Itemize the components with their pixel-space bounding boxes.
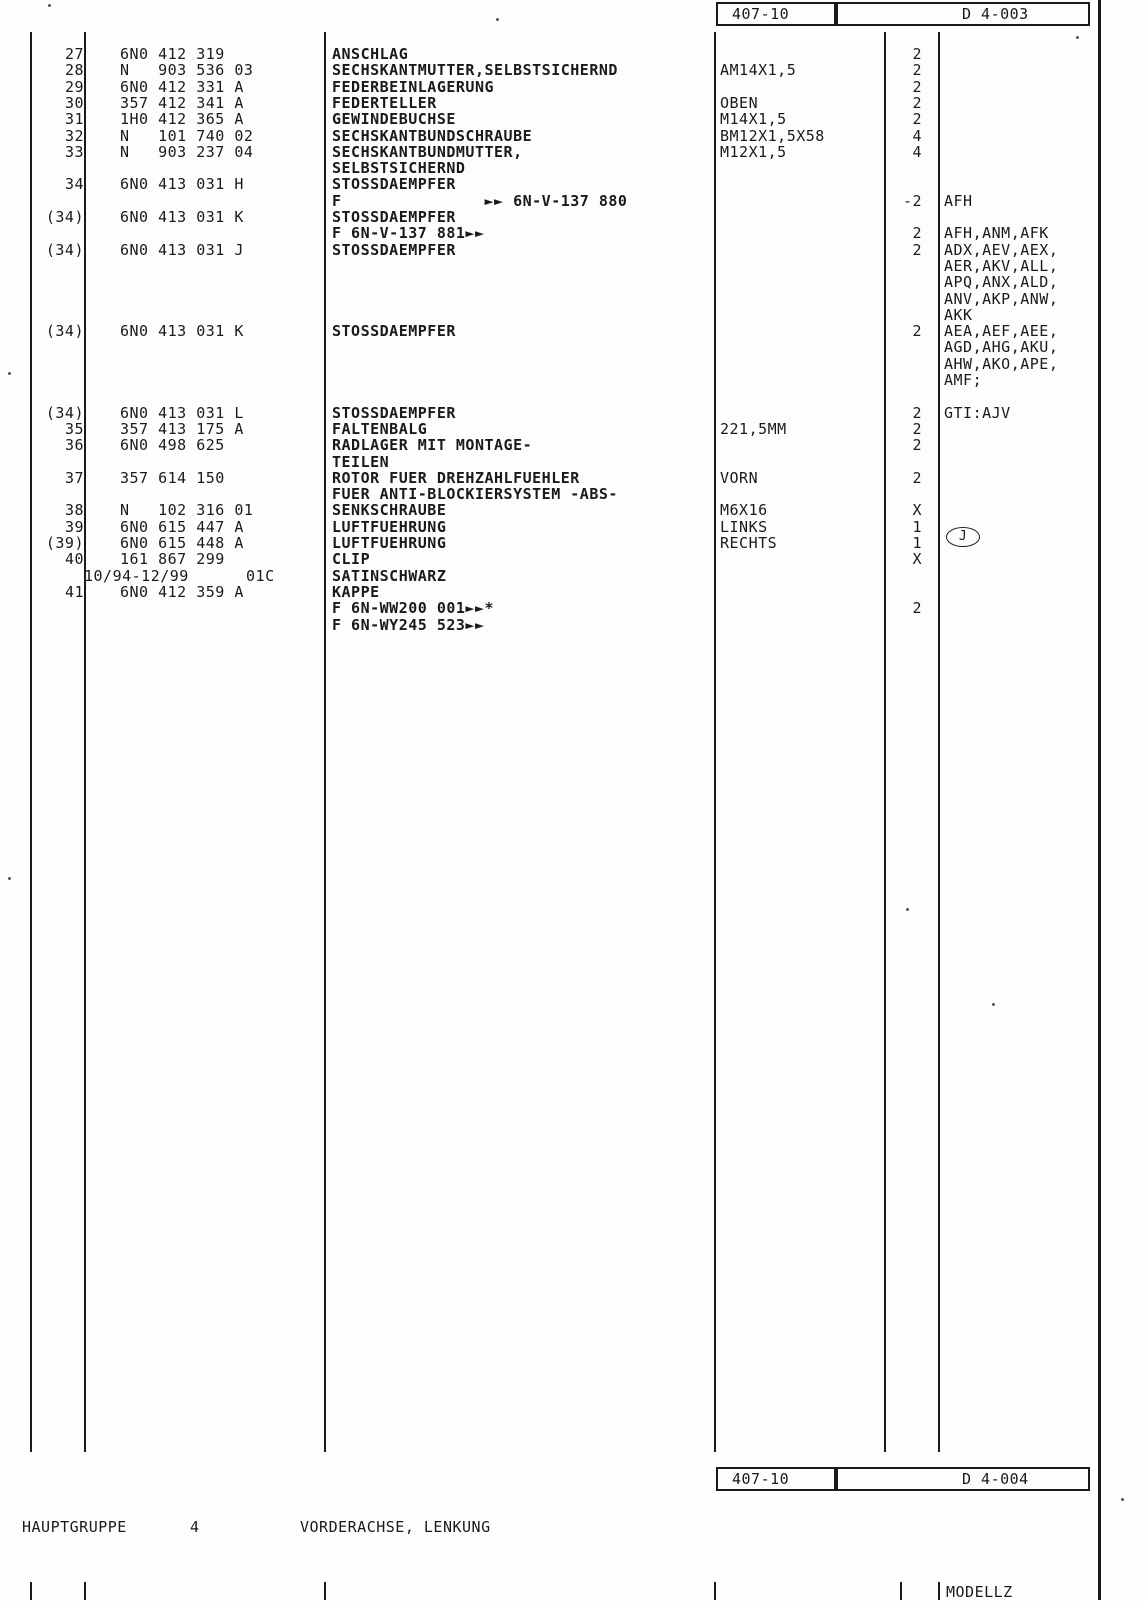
- part-description: STOSSDAEMPFER: [332, 403, 456, 422]
- part-description: SECHSKANTBUNDMUTTER,: [332, 142, 523, 161]
- part-quantity: -2: [902, 191, 922, 210]
- part-remark: M14X1,5: [720, 110, 787, 129]
- scan-speck: [906, 908, 909, 911]
- table-row: [0, 62, 1145, 78]
- table-row: [0, 551, 1145, 567]
- part-quantity: 2: [912, 93, 922, 112]
- item-position: (34): [45, 322, 84, 341]
- part-number: N 903 536 03: [120, 61, 254, 80]
- part-number: 1H0 412 365 A: [120, 110, 244, 129]
- table-row: [0, 568, 1145, 584]
- model-codes: AEA,AEF,AEE,: [944, 322, 1059, 341]
- table-row: [0, 46, 1145, 62]
- part-description: F 6N-WY245 523►►: [332, 615, 485, 634]
- part-description: SECHSKANTMUTTER,SELBSTSICHERND: [332, 61, 618, 80]
- model-codes: APQ,ANX,ALD,: [944, 273, 1059, 292]
- part-remark: AM14X1,5: [720, 61, 797, 80]
- part-description: ROTOR FUER DREHZAHLFUEHLER: [332, 468, 580, 487]
- header-group-code-box: [716, 2, 838, 26]
- header-page-ref-box: [834, 2, 1090, 26]
- part-description: SATINSCHWARZ: [332, 566, 447, 585]
- item-position: 34: [64, 175, 84, 194]
- footer-rule-4: [714, 1582, 716, 1600]
- table-row: [0, 454, 1145, 470]
- item-position: 28: [64, 61, 84, 80]
- item-position: 41: [64, 582, 84, 601]
- table-row: [0, 160, 1145, 176]
- model-codes: AFH,ANM,AFK: [944, 224, 1049, 243]
- table-row: [0, 307, 1145, 323]
- part-number: 6N0 412 319: [120, 45, 225, 63]
- model-codes: ANV,AKP,ANW,: [944, 289, 1059, 308]
- part-description: SELBSTSICHERND: [332, 159, 466, 178]
- part-description: F 6N-V-137 881►►: [332, 224, 485, 243]
- model-codes: AFH: [944, 191, 973, 210]
- part-description: FALTENBALG: [332, 419, 428, 438]
- item-position: 27: [64, 45, 84, 63]
- table-row: [0, 111, 1145, 127]
- part-number: 6N0 413 031 L: [120, 403, 244, 422]
- part-remark: RECHTS: [720, 534, 778, 552]
- footer-group-code: 407-10: [732, 1470, 790, 1488]
- part-number: N 102 316 01: [120, 501, 254, 520]
- table-row: [0, 274, 1145, 290]
- scan-speck: [496, 18, 499, 21]
- part-remark: 221,5MM: [720, 419, 787, 438]
- scan-speck: [1076, 36, 1079, 39]
- part-description: TEILEN: [332, 452, 390, 471]
- item-position: (34): [45, 403, 84, 422]
- part-quantity: 2: [912, 77, 922, 96]
- footer-group-code-box: [716, 1467, 838, 1491]
- scan-speck: [1121, 1498, 1124, 1501]
- table-row: [0, 339, 1145, 355]
- part-description: FEDERTELLER: [332, 93, 437, 112]
- part-description: STOSSDAEMPFER: [332, 240, 456, 259]
- part-number: N 101 740 02: [120, 126, 254, 145]
- date-range: 10/94-12/99 01C: [84, 566, 275, 585]
- part-number: 6N0 413 031 H: [120, 175, 244, 194]
- part-quantity: 1: [912, 534, 922, 552]
- table-row: [0, 356, 1145, 372]
- part-description: F 6N-WW200 001►►*: [332, 599, 495, 618]
- part-remark: OBEN: [720, 93, 759, 112]
- part-description: ANSCHLAG: [332, 45, 409, 63]
- part-number: 6N0 615 447 A: [120, 517, 244, 536]
- part-quantity: 2: [912, 403, 922, 422]
- table-row: [0, 95, 1145, 111]
- scan-speck: [992, 1003, 995, 1006]
- scan-speck: [8, 877, 11, 880]
- part-quantity: 2: [912, 419, 922, 438]
- table-row: [0, 437, 1145, 453]
- footer-rule-6: [938, 1582, 940, 1600]
- scan-speck: [8, 372, 11, 375]
- table-row: [0, 144, 1145, 160]
- part-description: FEDERBEINLAGERUNG: [332, 77, 495, 96]
- part-description: STOSSDAEMPFER: [332, 175, 456, 194]
- table-row: [0, 193, 1145, 209]
- table-row: [0, 600, 1145, 616]
- hauptgruppe-label: HAUPTGRUPPE: [22, 1518, 127, 1536]
- part-number: 6N0 412 331 A: [120, 77, 244, 96]
- footer-page-ref: D 4-004: [962, 1470, 1029, 1488]
- model-codes: AGD,AHG,AKU,: [944, 338, 1059, 357]
- item-position: 37: [64, 468, 84, 487]
- part-number: 161 867 299: [120, 550, 225, 569]
- item-position: 32: [64, 126, 84, 145]
- item-position: 40: [64, 550, 84, 569]
- item-position: 39: [64, 517, 84, 536]
- part-quantity: 2: [912, 240, 922, 259]
- part-quantity: 2: [912, 599, 922, 618]
- part-quantity: 2: [912, 110, 922, 129]
- part-remark: LINKS: [720, 517, 768, 536]
- table-row: [0, 405, 1145, 421]
- part-description: STOSSDAEMPFER: [332, 322, 456, 341]
- part-quantity: 2: [912, 322, 922, 341]
- header-group-code: 407-10: [732, 5, 790, 23]
- footer-rule-2: [84, 1582, 86, 1600]
- footer-rule-5: [900, 1582, 902, 1600]
- part-description: KAPPE: [332, 582, 380, 601]
- item-position: 30: [64, 93, 84, 112]
- table-row: [0, 470, 1145, 486]
- part-remark: VORN: [720, 468, 759, 487]
- table-row: [0, 388, 1145, 404]
- part-quantity: X: [912, 501, 922, 520]
- part-description: SECHSKANTBUNDSCHRAUBE: [332, 126, 533, 145]
- part-number: 6N0 615 448 A: [120, 534, 244, 552]
- item-position: (34): [45, 240, 84, 259]
- item-position: 33: [64, 142, 84, 161]
- part-remark: M12X1,5: [720, 142, 787, 161]
- model-codes: AKK: [944, 305, 973, 324]
- part-quantity: X: [912, 550, 922, 569]
- part-quantity: 2: [912, 45, 922, 63]
- model-codes: ADX,AEV,AEX,: [944, 240, 1059, 259]
- part-quantity: 2: [912, 436, 922, 455]
- part-remark: M6X16: [720, 501, 768, 520]
- table-row: [0, 502, 1145, 518]
- part-description: FUER ANTI-BLOCKIERSYSTEM -ABS-: [332, 485, 618, 504]
- item-position: (39): [45, 534, 84, 552]
- model-codes: AHW,AKO,APE,: [944, 354, 1059, 373]
- table-row: [0, 372, 1145, 388]
- model-codes: AER,AKV,ALL,: [944, 256, 1059, 275]
- item-position: 29: [64, 77, 84, 96]
- table-row: [0, 323, 1145, 339]
- header-page-ref: D 4-003: [962, 5, 1029, 23]
- part-quantity: 2: [912, 61, 922, 80]
- footer-rule-3: [324, 1582, 326, 1600]
- part-description: STOSSDAEMPFER: [332, 208, 456, 226]
- scan-speck: [48, 4, 51, 7]
- part-quantity: 2: [912, 468, 922, 487]
- item-position: (34): [45, 208, 84, 226]
- part-quantity: 1: [912, 517, 922, 536]
- part-description: LUFTFUEHRUNG: [332, 517, 447, 536]
- part-description: RADLAGER MIT MONTAGE-: [332, 436, 533, 455]
- part-number: 6N0 413 031 J: [120, 240, 244, 259]
- table-row: [0, 584, 1145, 600]
- model-codes: AMF;: [944, 371, 983, 389]
- part-quantity: 2: [912, 224, 922, 243]
- next-column-header: MODELLZ: [946, 1583, 1013, 1601]
- table-row: [0, 209, 1145, 225]
- section-title: VORDERACHSE, LENKUNG: [300, 1518, 491, 1536]
- part-description: SENKSCHRAUBE: [332, 501, 447, 520]
- table-row: [0, 291, 1145, 307]
- table-row: [0, 258, 1145, 274]
- part-remark: BM12X1,5X58: [720, 126, 825, 145]
- footer-rule-1: [30, 1582, 32, 1600]
- part-number: 6N0 498 625: [120, 436, 225, 455]
- part-quantity: 4: [912, 142, 922, 161]
- item-position: 35: [64, 419, 84, 438]
- revision-circle-mark: J: [946, 527, 980, 547]
- hauptgruppe-number: 4: [190, 1518, 200, 1536]
- item-position: 36: [64, 436, 84, 455]
- part-number: 6N0 413 031 K: [120, 208, 244, 226]
- part-number: 6N0 413 031 K: [120, 322, 244, 341]
- table-row: [0, 176, 1145, 192]
- part-number: N 903 237 04: [120, 142, 254, 161]
- part-number: 357 412 341 A: [120, 93, 244, 112]
- part-number: 6N0 412 359 A: [120, 582, 244, 601]
- table-row: [0, 225, 1145, 241]
- footer-page-ref-box: [834, 1467, 1090, 1491]
- table-row: [0, 79, 1145, 95]
- table-row: [0, 128, 1145, 144]
- part-quantity: 4: [912, 126, 922, 145]
- part-number: 357 614 150: [120, 468, 225, 487]
- part-description: F ►► 6N-V-137 880: [332, 191, 628, 210]
- table-row: [0, 242, 1145, 258]
- table-row: [0, 486, 1145, 502]
- part-description: LUFTFUEHRUNG: [332, 534, 447, 552]
- table-row: [0, 421, 1145, 437]
- item-position: 31: [64, 110, 84, 129]
- table-row: [0, 617, 1145, 633]
- model-codes: GTI:AJV: [944, 403, 1011, 422]
- item-position: 38: [64, 501, 84, 520]
- part-number: 357 413 175 A: [120, 419, 244, 438]
- part-description: GEWINDEBUCHSE: [332, 110, 456, 129]
- part-description: CLIP: [332, 550, 371, 569]
